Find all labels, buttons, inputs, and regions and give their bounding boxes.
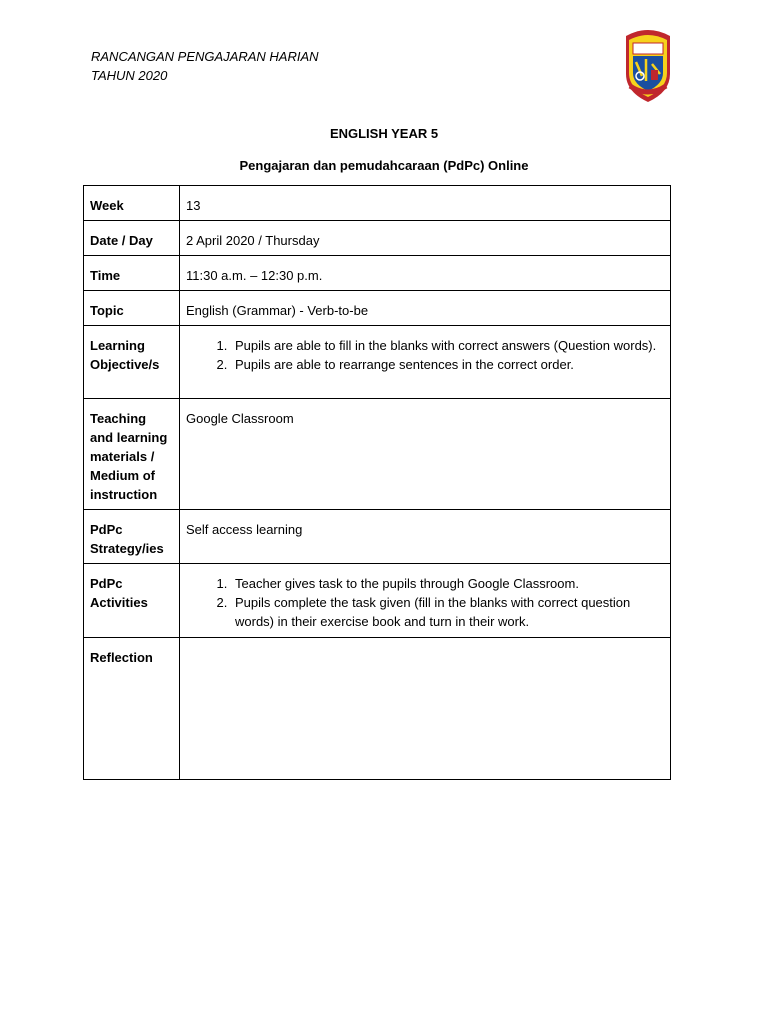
school-crest-icon [618,26,678,104]
row-label-time: Time [84,256,180,291]
row-value-date: 2 April 2020 / Thursday [180,221,671,256]
objective-item: 1. Pupils are able to fill in the blanks with correct answers (Question words). [231,336,664,355]
activities-list [186,574,664,631]
row-value-materials: Google Classroom [180,399,671,510]
table-row-activities [84,564,671,638]
document-title: ENGLISH YEAR 5 [329,126,439,141]
row-label-materials-line1: Teaching [90,411,147,426]
row-label-objectives-line1: Learning [90,338,145,353]
activity-item: 1. Teacher gives task to the pupils through Google Classroom. [231,574,664,593]
table-row-objectives [84,326,671,399]
header-year: TAHUN 2020 [91,68,168,83]
row-value-objectives [180,326,671,399]
row-label-activities-line2: Activities [90,595,148,610]
row-label-activities-line1: PdPc [90,576,123,591]
row-label-objectives [84,326,180,399]
table-row-time [84,256,671,291]
row-label-activities [84,564,180,638]
row-label-date: Date / Day [84,221,180,256]
row-value-time: 11:30 a.m. – 12:30 p.m. [180,256,671,291]
objectives-list [186,336,664,374]
header-title: RANCANGAN PENGAJARAN HARIAN [91,49,319,64]
row-label-strategy-line2: Strategy/ies [90,541,164,556]
row-label-materials [84,399,180,510]
activity-item: 2. Pupils complete the task given (fill in the blanks with correct question words) in their exercise book and turn in their work. [231,593,664,631]
row-value-strategy: Self access learning [180,510,671,564]
document-subtitle: Pengajaran dan pemudahcaraan (PdPc) Online [239,158,529,173]
row-label-materials-line4: Medium of [90,468,155,483]
row-label-reflection: Reflection [84,638,180,780]
row-label-week: Week [84,186,180,221]
table-row-date [84,221,671,256]
row-label-materials-line5: instruction [90,487,158,502]
row-value-reflection[interactable] [180,638,671,780]
row-label-materials-line2: and learning [90,430,168,445]
table-row-topic [84,291,671,326]
row-value-week: 13 [180,186,671,221]
table-row-reflection [84,638,671,780]
row-label-strategy [84,510,180,564]
table-row-week [84,186,671,221]
row-value-activities [180,564,671,638]
row-label-strategy-line1: PdPc [90,522,123,537]
row-label-materials-line3: materials / [90,449,155,464]
row-label-objectives-line2: Objective/s [90,357,160,372]
lesson-plan-table [83,185,671,780]
objective-item: 2. Pupils are able to rearrange sentences in the correct order. [231,355,664,374]
row-value-topic: English (Grammar) - Verb-to-be [180,291,671,326]
table-row-materials [84,399,671,510]
table-row-strategy [84,510,671,564]
row-label-topic: Topic [84,291,180,326]
